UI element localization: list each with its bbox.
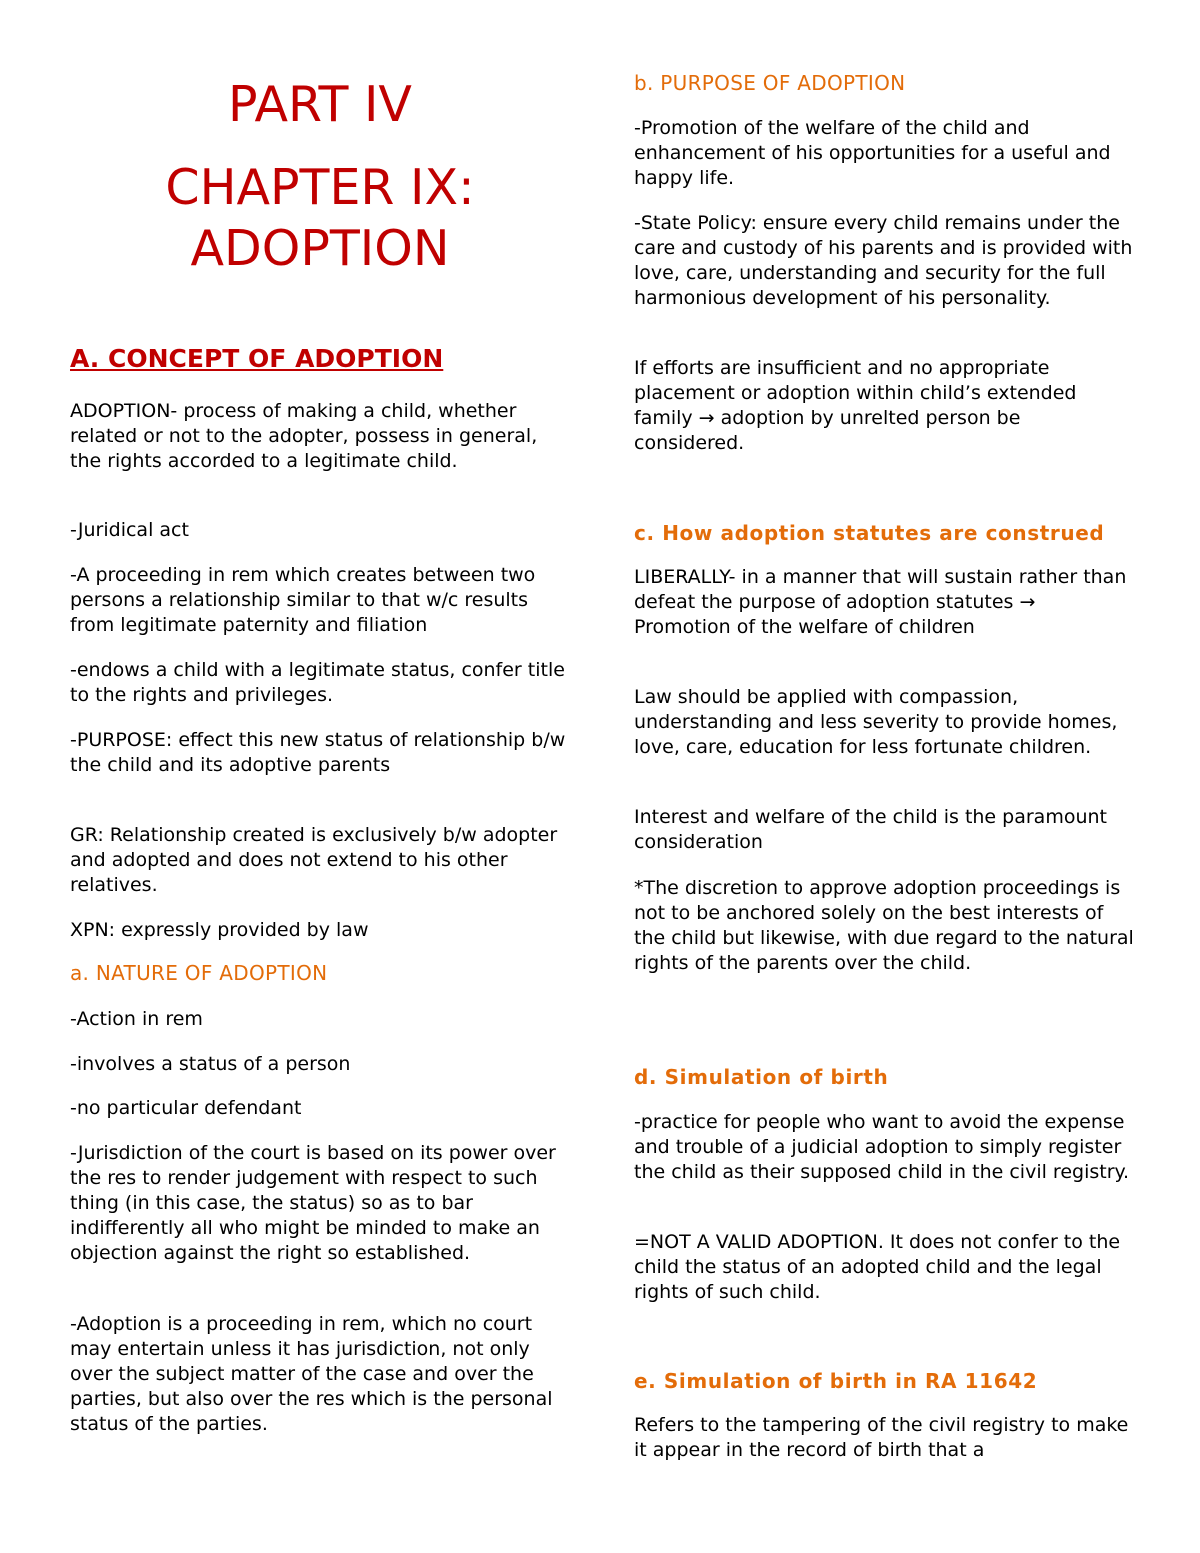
- concept-legitimate-status: -endows a child with a legitimate status, confer title to the rights and privileges.: [70, 659, 565, 706]
- nature-no-defendant: -no particular defendant: [70, 1097, 302, 1119]
- concept-juridical-act: -Juridical act: [70, 519, 189, 541]
- purpose-state-policy: -State Policy: ensure every child remains under the care and custody of his parents and is provided with love, care, understanding and security for the full harmonious development of his personality.: [634, 212, 1133, 309]
- section-a-heading: A. CONCEPT OF ADOPTION: [70, 344, 444, 373]
- purpose-promotion: -Promotion of the welfare of the child and enhancement of his opportunities for a useful and happy life.: [634, 117, 1111, 189]
- concept-purpose: -PURPOSE: effect this new status of relationship b/w the child and its adoptive parents: [70, 729, 566, 776]
- purpose-if-efforts: If efforts are insufficient and no appropriate placement or adoption within child’s extended family → adoption by unrelted person be considered.: [634, 357, 1077, 454]
- concept-definition: ADOPTION- process of making a child, whether related or not to the adopter, possess in general, the rights accorded to a legitimate child.: [70, 400, 538, 472]
- construed-paramount: Interest and welfare of the child is the paramount consideration: [634, 806, 1107, 853]
- nature-action-in-rem: -Action in rem: [70, 1008, 203, 1030]
- chapter-title-line2: ADOPTION: [190, 220, 450, 277]
- ra-heading: e. Simulation of birth in RA 11642: [634, 1369, 1038, 1393]
- concept-exception: XPN: expressly provided by law: [70, 919, 369, 941]
- nature-status: -involves a status of a person: [70, 1053, 351, 1075]
- construed-compassion: Law should be applied with compassion, understanding and less severity to provide homes, love, care, education for less fortunate children.: [634, 686, 1118, 758]
- construed-heading: c. How adoption statutes are construed: [634, 521, 1105, 545]
- chapter-title: [70, 157, 570, 279]
- nature-proceeding-in-rem: -Adoption is a proceeding in rem, which no court may entertain unless it has jurisdiction, not only over the subject matter of the case and over the parties, but also over the res which is the personal status of the parties.: [70, 1313, 553, 1435]
- concept-general-rule: GR: Relationship created is exclusively b/w adopter and adopted and does not extend to his other relatives.: [70, 824, 558, 896]
- concept-proceeding-in-rem: -A proceeding in rem which creates between two persons a relationship similar to that w/c results from legitimate paternity and filiation: [70, 564, 536, 636]
- part-title: PART IV: [228, 76, 412, 133]
- purpose-heading: b. PURPOSE OF ADOPTION: [634, 71, 906, 95]
- simulation-practice: -practice for people who want to avoid the expense and trouble of a judicial adoption to simply register the child as their supposed child in the civil registry.: [634, 1111, 1130, 1183]
- simulation-heading: d. Simulation of birth: [634, 1065, 889, 1089]
- ra-definition: Refers to the tampering of the civil registry to make it appear in the record of birth that a: [634, 1414, 1129, 1461]
- chapter-title-line1: CHAPTER IX:: [165, 159, 475, 216]
- simulation-not-valid: =NOT A VALID ADOPTION. It does not confer to the child the status of an adopted child and the legal rights of such child.: [634, 1231, 1121, 1303]
- construed-liberally: LIBERALLY- in a manner that will sustain rather than defeat the purpose of adoption statutes → Promotion of the welfare of children: [634, 566, 1127, 638]
- nature-jurisdiction: -Jurisdiction of the court is based on its power over the res to render judgement with respect to such thing (in this case, the status) so as to bar indifferently all who might be minded to make an objection against the right so established.: [70, 1142, 556, 1264]
- construed-discretion: *The discretion to approve adoption proceedings is not to be anchored solely on the best interests of the child but likewise, with due regard to the natural rights of the parents over the child.: [634, 877, 1134, 974]
- nature-heading: a. NATURE OF ADOPTION: [70, 961, 328, 985]
